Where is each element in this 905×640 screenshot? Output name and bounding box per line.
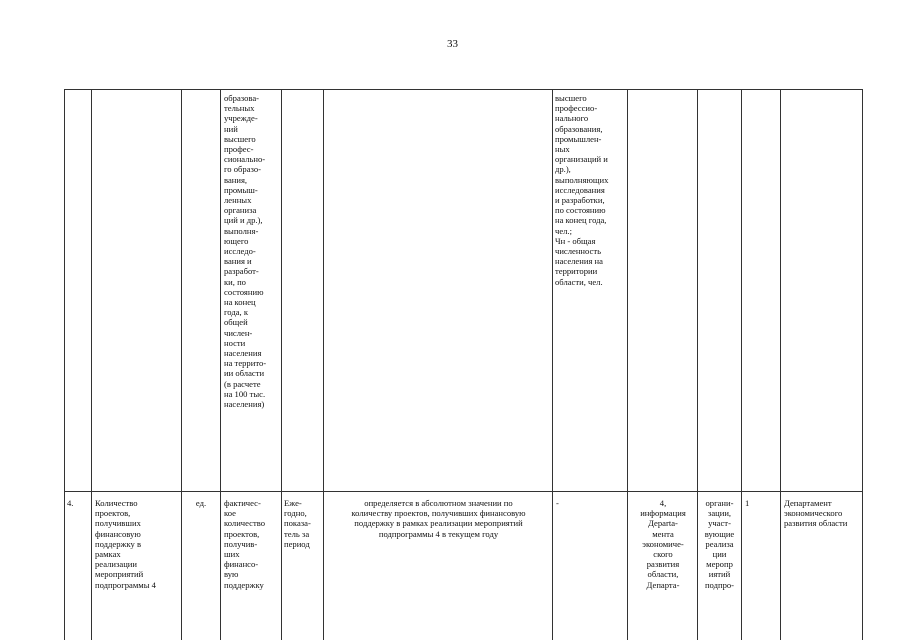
col-border xyxy=(323,89,324,640)
calculation-algorithm: определяется в абсолютном значении по количеству проектов, получивших финансовую поддержку в рамках реализации мероприятий подпрограммы 4 в текущем году xyxy=(351,498,526,539)
collection-method: 1 xyxy=(745,498,750,508)
col-border xyxy=(627,89,628,640)
observation-object: органи- зации, участ- вующие реализа ции меропр иятий подпро- xyxy=(704,498,735,590)
col-border xyxy=(64,89,65,640)
indicator-definition-continued: образова- тельных учрежде- ний высшего профес- сионально- го образо- вания, промыш- ленных организа ций и др.), выполня- ющего исследо- вания и разработ- ки, по состоянию на конец года, к общей числен- ности населения на террито- ии области (в расчете на 100 тыс. населения) xyxy=(224,93,267,410)
periodicity: Еже- годно, показа- тель за период xyxy=(284,498,311,549)
row-divider xyxy=(64,491,862,492)
row-number: 4. xyxy=(67,498,74,508)
indicator-name: Количество проектов, получивших финансовую поддержку в рамках реализации мероприятий подпрограммы 4 xyxy=(95,498,156,590)
col-border xyxy=(552,89,553,640)
col-border xyxy=(780,89,781,640)
table-top-border xyxy=(64,89,862,90)
col-border xyxy=(862,89,863,640)
responsible-body: Департамент экономического развития области xyxy=(784,498,848,529)
col-border xyxy=(697,89,698,640)
unit-of-measure: ед. xyxy=(195,498,207,508)
indicator-definition: фактичес- кое количество проектов, получив- ших финансо- вую поддержку xyxy=(224,498,266,590)
formula-notes-continued: высшего профессио- нального образования, промышлен- ных организаций и др.), выполняющих исследования и разработки, по состоянию на конец года, чел.; Чн - общая численность населения на территории области, чел. xyxy=(555,93,609,287)
formula-notes: - xyxy=(556,498,559,508)
page-number: 33 xyxy=(447,38,458,50)
col-border xyxy=(181,89,182,640)
data-source: 4, информация Деparta- мента экономиче- ского развития области, Департа- xyxy=(640,498,686,590)
col-border xyxy=(741,89,742,640)
col-border xyxy=(91,89,92,640)
col-border xyxy=(220,89,221,640)
col-border xyxy=(281,89,282,640)
